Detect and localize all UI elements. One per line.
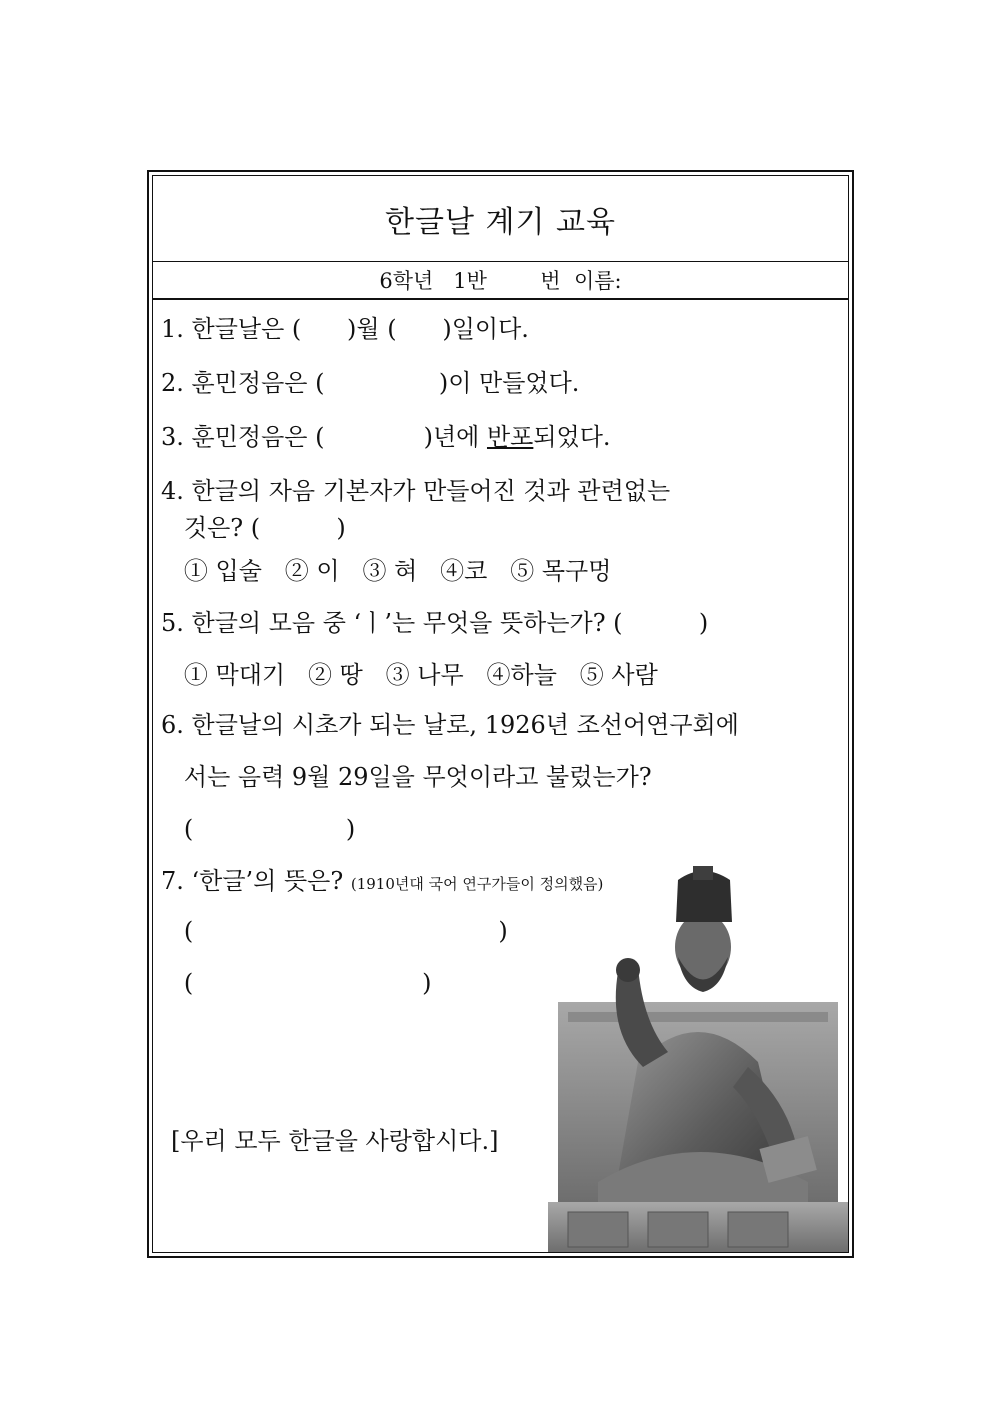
question-4-line-2: 것은? ( ) bbox=[161, 514, 346, 542]
question-5: 5. 한글의 모음 중 ‘ㅣ’는 무엇을 뜻하는가? ( ) bbox=[161, 609, 709, 637]
king-sejong-statue-image bbox=[548, 852, 848, 1252]
question-6-answer-blank: ( ) bbox=[161, 815, 356, 843]
question-2: 2. 훈민정음은 ( )이 만들었다. bbox=[161, 369, 580, 397]
question-3-end: 되었다. bbox=[533, 423, 611, 451]
question-7-text: 7. ‘한글’의 뜻은? bbox=[161, 867, 351, 895]
question-3-underlined: 반포 bbox=[486, 423, 534, 451]
question-1: 1. 한글날은 ( )월 ( )일이다. bbox=[161, 315, 529, 343]
question-7-note: (1910년대 국어 연구가들이 정의했음) bbox=[350, 875, 604, 893]
closing-message: [우리 모두 한글을 사랑합시다.] bbox=[171, 1127, 499, 1155]
question-5-options: ① 막대기 ② 땅 ③ 나무 ④하늘 ⑤ 사람 bbox=[161, 661, 658, 689]
worksheet-frame bbox=[147, 170, 854, 1258]
question-6-line-1: 6. 한글날의 시초가 되는 날로, 1926년 조선어연구회에 bbox=[161, 711, 739, 739]
question-4-options: ① 입술 ② 이 ③ 혀 ④코 ⑤ 목구멍 bbox=[161, 557, 612, 585]
worksheet-inner-frame bbox=[152, 175, 849, 1253]
question-6-line-2: 서는 음력 9월 29일을 무엇이라고 불렀는가? bbox=[161, 763, 652, 791]
question-7 bbox=[161, 866, 603, 899]
question-4-line-1: 4. 한글의 자음 기본자가 만들어진 것과 관련없는 bbox=[161, 477, 671, 505]
question-3 bbox=[161, 422, 611, 452]
worksheet-title: 한글날 계기 교육 bbox=[153, 176, 848, 262]
class-info-row: 6학년 1반 번 이름: bbox=[153, 262, 848, 300]
question-7-answer-blank-1: ( ) bbox=[161, 917, 508, 945]
question-3-text: 3. 훈민정음은 ( )년에 bbox=[161, 423, 487, 451]
question-7-answer-blank-2: ( ) bbox=[161, 969, 432, 997]
